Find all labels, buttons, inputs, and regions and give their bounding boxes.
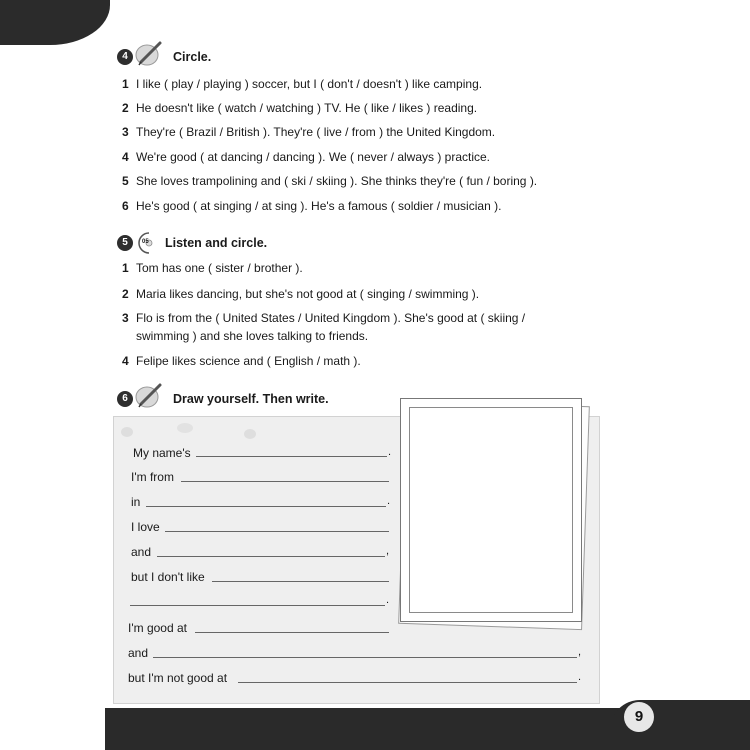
prompt-punctuation: .: [387, 495, 391, 507]
answer-line[interactable]: [181, 481, 389, 482]
exercise-4-item: 1 I like ( play / playing ) soccer, but I ( don't / doesn't ) like camping.: [122, 77, 483, 91]
drawing-frame[interactable]: [400, 398, 582, 622]
exercise-5-item: 4 Felipe likes science and ( English / math ).: [122, 354, 361, 368]
answer-line[interactable]: [196, 456, 387, 457]
prompt-label: I love: [131, 520, 160, 534]
answer-line[interactable]: [165, 531, 389, 532]
prompt-label: I'm from: [131, 470, 174, 484]
prompt-punctuation: .: [388, 446, 392, 458]
page-number: 9: [624, 702, 654, 732]
exercise-4-title: Circle.: [173, 50, 212, 64]
answer-line[interactable]: [146, 506, 386, 507]
prompt-punctuation: ,: [578, 646, 582, 658]
exercise-6-number: 6: [117, 391, 133, 407]
exercise-4-item: 2 He doesn't like ( watch / watching ) TV. He ( like / likes ) reading.: [122, 101, 478, 115]
answer-line[interactable]: [157, 556, 385, 557]
exercise-4-item: 3 They're ( Brazil / British ). They're ( live / from ) the United Kingdom.: [122, 125, 496, 139]
prompt-punctuation: .: [578, 671, 582, 683]
audio-track-number: 05: [142, 239, 149, 245]
page-corner-decoration: [0, 0, 110, 45]
answer-line[interactable]: [130, 605, 385, 606]
prompt-label: in: [131, 495, 141, 509]
pencil-icon: [134, 40, 164, 68]
exercise-5-item: 1 Tom has one ( sister / brother ).: [122, 261, 303, 275]
prompt-label: and: [131, 545, 152, 559]
answer-line[interactable]: [238, 682, 577, 683]
prompt-label: I'm good at: [128, 621, 187, 635]
paper-stain-decoration: [115, 418, 265, 446]
exercise-6-title: Draw yourself. Then write.: [173, 392, 329, 406]
exercise-5-number: 5: [117, 235, 133, 251]
prompt-label: but I don't like: [131, 570, 205, 584]
page-footer-bar: [105, 708, 640, 750]
prompt-label: and: [128, 646, 149, 660]
exercise-4-item: 5 She loves trampolining and ( ski / skiing ). She thinks they're ( fun / boring ).: [122, 174, 538, 188]
exercise-5-item: 2 Maria likes dancing, but she's not good at ( singing / swimming ).: [122, 287, 480, 301]
exercise-4-number: 4: [117, 49, 133, 65]
prompt-punctuation: .: [386, 594, 390, 606]
exercise-5-item: 3 Flo is from the ( United States / United Kingdom ). She's good at ( skiing /: [122, 311, 526, 325]
answer-line[interactable]: [153, 657, 577, 658]
exercise-4-item: 4 We're good ( at dancing / dancing ). We ( never / always ) practice.: [122, 150, 491, 164]
answer-line[interactable]: [195, 632, 389, 633]
answer-line[interactable]: [212, 581, 389, 582]
exercise-5-item-continuation: swimming ) and she loves talking to friends.: [136, 329, 369, 343]
pencil-icon: [134, 382, 164, 410]
audio-cd-icon: [135, 232, 165, 254]
prompt-punctuation: ,: [386, 545, 390, 557]
prompt-label: My name's: [133, 446, 191, 460]
exercise-5-title: Listen and circle.: [165, 236, 268, 250]
prompt-label: but I'm not good at: [128, 671, 228, 685]
exercise-4-item: 6 He's good ( at singing / at sing ). He's a famous ( soldier / musician ).: [122, 199, 502, 213]
